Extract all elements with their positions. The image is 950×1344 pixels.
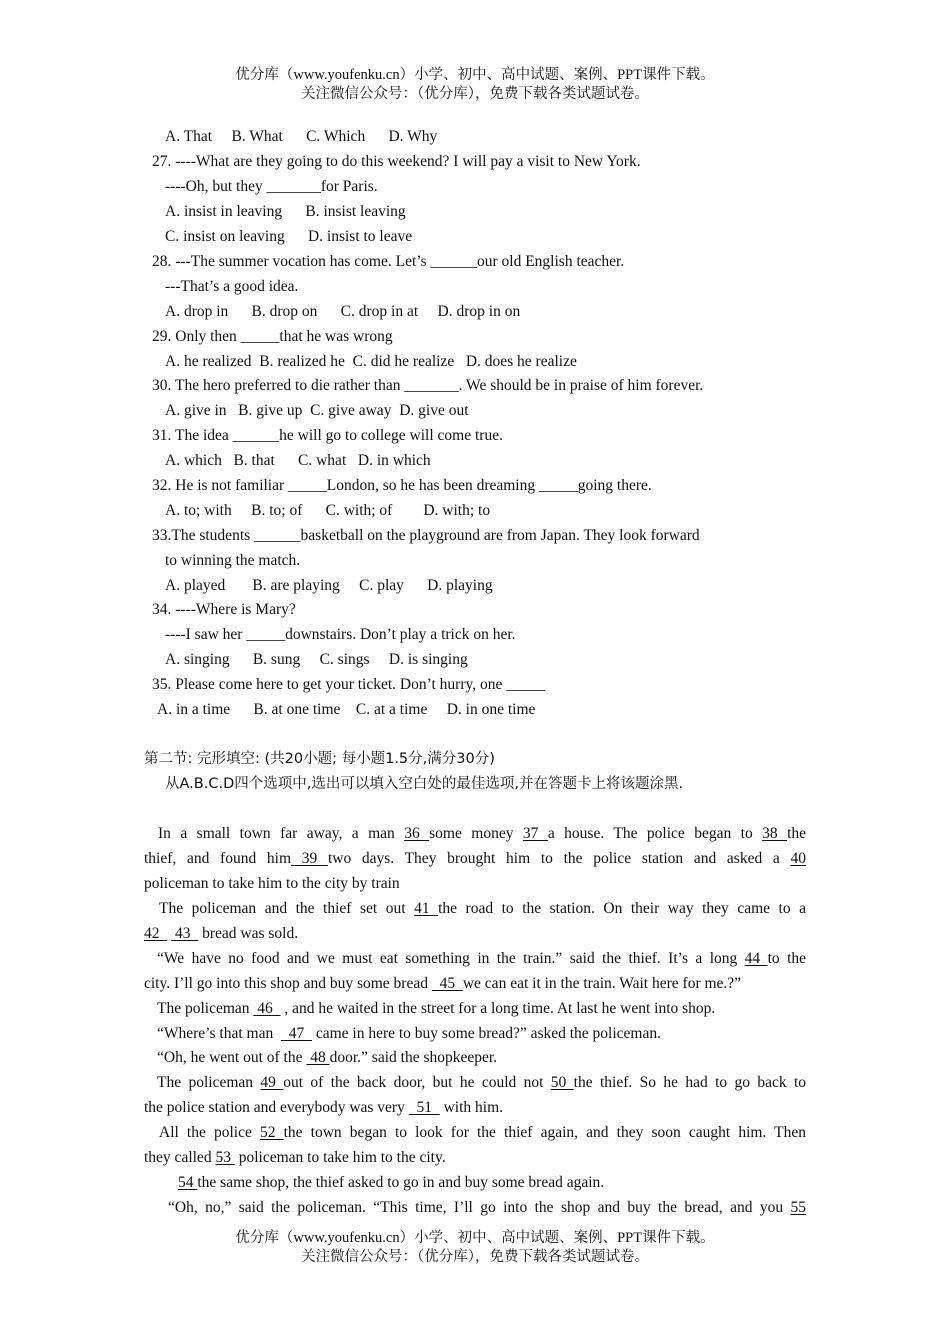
blank-52: 52 bbox=[260, 1124, 284, 1141]
passage-line: The policeman and the thief set out 41 the road to the station. On their way they came to a bbox=[159, 900, 807, 917]
q32-stem: 32. He is not familiar _____London, so he has been dreaming _____going there. bbox=[152, 477, 652, 494]
blank-51: 51 bbox=[408, 1099, 440, 1116]
section2-title: 第二节: 完形填空: (共20小题; 每小题1.5分,满分30分) bbox=[144, 751, 495, 767]
blank-42: 42 bbox=[144, 925, 168, 942]
passage-line: The policeman 46 , and he waited in the street for a long time. At last he went into shop. bbox=[157, 1000, 716, 1017]
q27-options-1: A. insist in leaving B. insist leaving bbox=[165, 203, 406, 220]
passage-line: 42 43 bread was sold. bbox=[144, 925, 299, 942]
q27-stem: 27. ----What are they going to do this weekend? I will pay a visit to New York. bbox=[152, 153, 641, 170]
passage-line: The policeman 49 out of the back door, but he could not 50 the thief. So he had to go back to bbox=[157, 1074, 807, 1091]
q26-options: A. That B. What C. Which D. Why bbox=[165, 128, 438, 145]
q28-reply: ---That’s a good idea. bbox=[165, 278, 299, 295]
q33-options: A. played B. are playing C. play D. playing bbox=[165, 577, 493, 594]
passage-line: policeman to take him to the city by train bbox=[144, 875, 400, 892]
passage-line: “Oh, he went out of the 48 door.” said the shopkeeper. bbox=[157, 1049, 498, 1066]
blank-55: 55 bbox=[790, 1199, 806, 1216]
header-line-1: 优分库（www.youfenku.cn）小学、初中、高中试题、案例、PPT课件下载。 bbox=[235, 67, 715, 83]
passage-line: “Where’s that man 47 came in here to buy some bread?” asked the policeman. bbox=[157, 1025, 661, 1042]
q28-options: A. drop in B. drop on C. drop in at D. drop in on bbox=[165, 303, 521, 320]
q34-reply: ----I saw her _____downstairs. Don’t play a trick on her. bbox=[165, 626, 516, 643]
blank-47: 47 bbox=[280, 1025, 312, 1042]
passage-line: In a small town far away, a man 36 some money 37 a house. The police began to 38 the bbox=[158, 825, 807, 842]
passage-line: “Oh, no,” said the policeman. “This time, I’ll go into the shop and buy the bread, and you 55 bbox=[168, 1199, 806, 1216]
q30-options: A. give in B. give up C. give away D. give out bbox=[165, 402, 469, 419]
blank-50: 50 bbox=[550, 1074, 574, 1091]
blank-53: 53 bbox=[215, 1149, 235, 1166]
blank-39: 39 bbox=[291, 850, 328, 867]
q27-options-2: C. insist on leaving D. insist to leave bbox=[165, 228, 413, 245]
q31-stem: 31. The idea ______he will go to college will come true. bbox=[152, 427, 503, 444]
q33-stem-cont: to winning the match. bbox=[165, 552, 301, 569]
passage-line: city. I’ll go into this shop and buy some bread 45 we can eat it in the train. Wait here for me.?” bbox=[144, 975, 742, 992]
passage-line: “We have no food and we must eat something in the train.” said the thief. It’s a long 44 to the bbox=[157, 950, 807, 967]
blank-40: 40 bbox=[790, 850, 807, 867]
blank-43: 43 bbox=[171, 925, 199, 942]
passage-line: All the police 52 the town began to look for the thief again, and they soon caught him. Then bbox=[159, 1124, 806, 1141]
page-footer bbox=[0, 1229, 950, 1267]
section2-instruction: 从A.B.C.D四个选项中,选出可以填入空白处的最佳选项,并在答题卡上将该题涂黑. bbox=[165, 776, 684, 792]
blank-41: 41 bbox=[414, 900, 439, 917]
q27-reply: ----Oh, but they _______for Paris. bbox=[165, 178, 378, 195]
q32-options: A. to; with B. to; of C. with; of D. with; to bbox=[165, 502, 491, 519]
q31-options: A. which B. that C. what D. in which bbox=[165, 452, 431, 469]
passage-line: thief, and found him 39 two days. They brought him to the police station and asked a 40 bbox=[144, 850, 807, 867]
passage-line: they called 53 policeman to take him to the city. bbox=[144, 1149, 446, 1166]
q29-options: A. he realized B. realized he C. did he realize D. does he realize bbox=[165, 353, 577, 370]
blank-36: 36 bbox=[404, 825, 430, 842]
q35-options: A. in a time B. at one time C. at a time D. in one time bbox=[157, 701, 536, 718]
blank-38: 38 bbox=[762, 825, 788, 842]
q28-stem: 28. ---The summer vocation has come. Let’s ______our old English teacher. bbox=[152, 253, 625, 270]
header-line-2: 关注微信公众号：（优分库），免费下载各类试题试卷。 bbox=[301, 86, 649, 102]
footer-line-2: 关注微信公众号：（优分库），免费下载各类试题试卷。 bbox=[301, 1249, 649, 1265]
page-header bbox=[0, 66, 950, 104]
q30-stem: 30. The hero preferred to die rather than _______. We should be in praise of him forever. bbox=[152, 377, 704, 394]
blank-45: 45 bbox=[431, 975, 463, 992]
q29-stem: 29. Only then _____that he was wrong bbox=[152, 328, 393, 345]
blank-54: 54 bbox=[178, 1174, 198, 1191]
blank-49: 49 bbox=[260, 1074, 284, 1091]
blank-46: 46 bbox=[253, 1000, 281, 1017]
q34-stem: 34. ----Where is Mary? bbox=[152, 601, 296, 618]
blank-37: 37 bbox=[522, 825, 548, 842]
q35-stem: 35. Please come here to get your ticket. Don’t hurry, one _____ bbox=[152, 676, 545, 693]
passage-line: the police station and everybody was very 51 with him. bbox=[144, 1099, 504, 1116]
q34-options: A. singing B. sung C. sings D. is singing bbox=[165, 651, 468, 668]
blank-48: 48 bbox=[306, 1049, 330, 1066]
q33-stem: 33.The students ______basketball on the playground are from Japan. They look forward bbox=[152, 527, 700, 544]
footer-line-1: 优分库（www.youfenku.cn）小学、初中、高中试题、案例、PPT课件下载。 bbox=[235, 1230, 715, 1246]
passage-line: 54 the same shop, the thief asked to go in and buy some bread again. bbox=[178, 1174, 605, 1191]
blank-44: 44 bbox=[744, 950, 768, 967]
